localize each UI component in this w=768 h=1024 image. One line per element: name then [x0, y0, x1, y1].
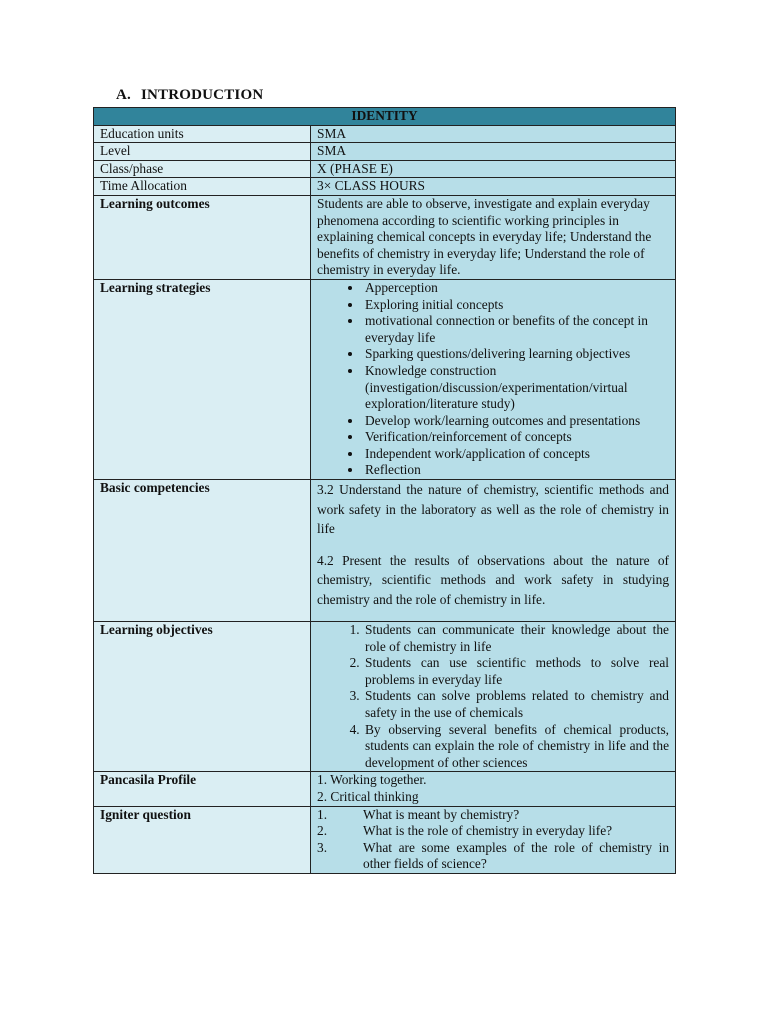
row-label-igniter-question: Igniter question: [94, 806, 311, 873]
table-row: [94, 622, 676, 772]
list-item: • Sparking questions/delivering learning objectives: [363, 346, 669, 363]
section-number: A.: [116, 87, 131, 103]
row-value-learning-strategies: [311, 279, 676, 479]
list-item: 2. Critical thinking: [317, 789, 419, 804]
question-number: 3.: [317, 839, 328, 855]
strategies-list: [317, 280, 669, 479]
row-value-learning-outcomes: Students are able to observe, investigate and explain everyday phenomena according to scientific working principles in explaining chemical concepts in everyday life; Understand the benefits of chemistry in everyday life; Understand the role of chemistry in everyday life.: [311, 195, 676, 279]
table-row: [94, 143, 676, 161]
table-row: [94, 178, 676, 196]
row-label-learning-objectives: Learning objectives: [94, 622, 311, 772]
row-label-learning-outcomes: Learning outcomes: [94, 195, 311, 279]
section-heading: [116, 87, 263, 104]
list-item: [317, 823, 669, 840]
identity-table: [93, 107, 676, 874]
question-text: What are some examples of the role of chemistry in other fields of science?: [363, 839, 670, 872]
row-label-time-allocation: Time Allocation: [94, 178, 311, 196]
question-text: What is meant by chemistry?: [363, 806, 520, 822]
section-title: INTRODUCTION: [140, 87, 264, 103]
list-item: 1. Students can communicate their knowledge about the role of chemistry in life: [363, 622, 669, 655]
row-value-class-phase: X (PHASE E): [311, 160, 676, 178]
row-value-learning-objectives: [311, 622, 676, 772]
list-item: • Independent work/application of concepts: [363, 446, 669, 463]
list-item: • Verification/reinforcement of concepts: [363, 429, 669, 446]
question-number: 2.: [317, 823, 328, 839]
list-item: • Exploring initial concepts: [363, 297, 669, 314]
row-label-class-phase: Class/phase: [94, 160, 311, 178]
row-value-time-allocation: 3× CLASS HOURS: [311, 178, 676, 196]
table-row: [94, 160, 676, 178]
list-item: 2. Students can use scientific methods to solve real problems in everyday life: [363, 655, 669, 688]
competency-item: 4.2 Present the results of observations about the nature of chemistry, scientific methods and work safety in studying chemistry and the role of chemistry in life.: [317, 552, 670, 607]
question-number: 1.: [317, 806, 328, 822]
table-row: [94, 195, 676, 279]
list-item: • motivational connection or benefits of the concept in everyday life: [363, 313, 669, 346]
list-item: • Knowledge construction (investigation/discussion/experimentation/virtual exploration/literature study): [363, 363, 669, 413]
objectives-list: [317, 622, 669, 771]
list-item: 1. Working together.: [317, 772, 427, 788]
questions-list: [317, 807, 669, 873]
table-row: [94, 125, 676, 143]
competency-item: 3.2 Understand the nature of chemistry, scientific methods and work safety in the laboratory as well as the role of chemistry in life: [317, 482, 670, 537]
row-value-pancasila-profile: [311, 772, 676, 806]
list-item: [317, 840, 669, 873]
list-item: • Apperception: [363, 280, 669, 297]
table-row: [94, 806, 676, 873]
table-row: [94, 279, 676, 479]
row-value-igniter-question: [311, 806, 676, 873]
list-item: 4. By observing several benefits of chemical products, students can explain the role of chemistry in life and the development of other sciences: [363, 722, 669, 772]
list-item: 3. Students can solve problems related to chemistry and safety in the use of chemicals: [363, 688, 669, 721]
list-item: • Develop work/learning outcomes and presentations: [363, 413, 669, 430]
list-item: [317, 807, 669, 824]
row-label-basic-competencies: Basic competencies: [94, 480, 311, 622]
question-text: What is the role of chemistry in everyday life?: [363, 823, 613, 839]
table-header: IDENTITY: [94, 108, 676, 126]
row-label-learning-strategies: Learning strategies: [94, 279, 311, 479]
list-item: • Reflection: [363, 462, 669, 479]
table-row: [94, 480, 676, 622]
table-header-row: [94, 108, 676, 126]
row-value-education-units: SMA: [311, 125, 676, 143]
row-label-pancasila-profile: Pancasila Profile: [94, 772, 311, 806]
table-row: [94, 772, 676, 806]
row-value-basic-competencies: [311, 480, 676, 622]
row-label-level: Level: [94, 143, 311, 161]
row-label-education-units: Education units: [94, 125, 311, 143]
row-value-level: SMA: [311, 143, 676, 161]
